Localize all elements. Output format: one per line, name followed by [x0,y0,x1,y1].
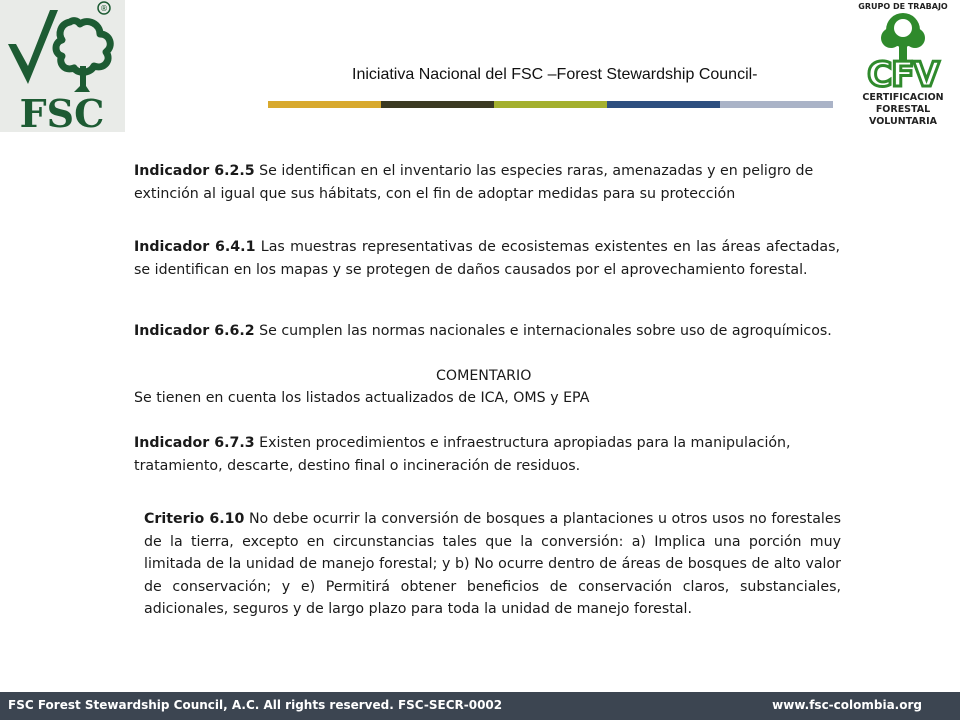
criterio-6-10 [144,508,841,621]
header-color-bar [268,101,833,108]
svg-text:VOLUNTARIA: VOLUNTARIA [869,116,937,127]
indicator-6-7-3 [134,432,824,477]
color-bar-segment [720,101,833,108]
footer-copyright: FSC Forest Stewardship Council, A.C. All rights reserved. FSC-SECR-0002 [8,698,503,712]
indicator-6-4-1 [134,236,840,281]
cfv-logo-mark: CFV [867,55,939,95]
indicator-label: Indicador 6.6.2 [134,323,255,339]
indicator-label: Indicador 6.4.1 [134,239,256,255]
cfv-logo-top: GRUPO DE TRABAJO [858,2,948,11]
color-bar-segment [607,101,720,108]
color-bar-segment [268,101,381,108]
fsc-logo [0,0,125,132]
criterio-text: No debe ocurrir la conversión de bosques a plantaciones u otros usos no forestales de la tierra, excepto en circunstancias tales que la conversión: a) Implica una porción muy limitada de la unidad de manejo forestal; y b) No ocurre dentro de áreas de bosques de alto valor de conservación; y e) Permitirá obtener beneficios de conservación claros, substanciales, adicionales, seguros y de largo plazo para toda la unidad de manejo forestal. [144,511,841,617]
svg-text:CERTIFICACION: CERTIFICACION [862,92,944,103]
indicator-6-2-5 [134,160,834,205]
comment-heading: COMENTARIO [436,368,532,384]
indicator-text: Existen procedimientos e infraestructura apropiadas para la manipulación, tratamiento, descarte, destino final o incineración de residuos. [134,435,791,474]
footer-website-link[interactable]: www.fsc-colombia.org [772,698,922,712]
criterio-label: Criterio 6.10 [144,511,245,527]
page-title: Iniciativa Nacional del FSC –Forest Stewardship Council- [352,66,758,83]
cfv-logo [846,0,960,130]
svg-text:®: ® [100,4,108,13]
indicator-text: Las muestras representativas de ecosistemas existentes en las áreas afectadas, se identifican en los mapas y se protegen de daños causados por el aprovechamiento forestal. [134,239,840,278]
indicator-text: Se cumplen las normas nacionales e internacionales sobre uso de agroquímicos. [259,323,832,339]
color-bar-segment [381,101,494,108]
footer [0,692,960,720]
indicator-6-6-2 [134,320,840,343]
comment-text: Se tienen en cuenta los listados actualizados de ICA, OMS y EPA [134,390,590,406]
indicator-text: Se identifican en el inventario las especies raras, amenazadas y en peligro de extinción al igual que sus hábitats, con el fin de adoptar medidas para su protección [134,163,814,202]
indicator-label: Indicador 6.7.3 [134,435,255,451]
color-bar-segment [494,101,607,108]
svg-text:FORESTAL: FORESTAL [875,104,931,115]
fsc-logo-text: FSC [19,91,105,132]
indicator-label: Indicador 6.2.5 [134,163,255,179]
